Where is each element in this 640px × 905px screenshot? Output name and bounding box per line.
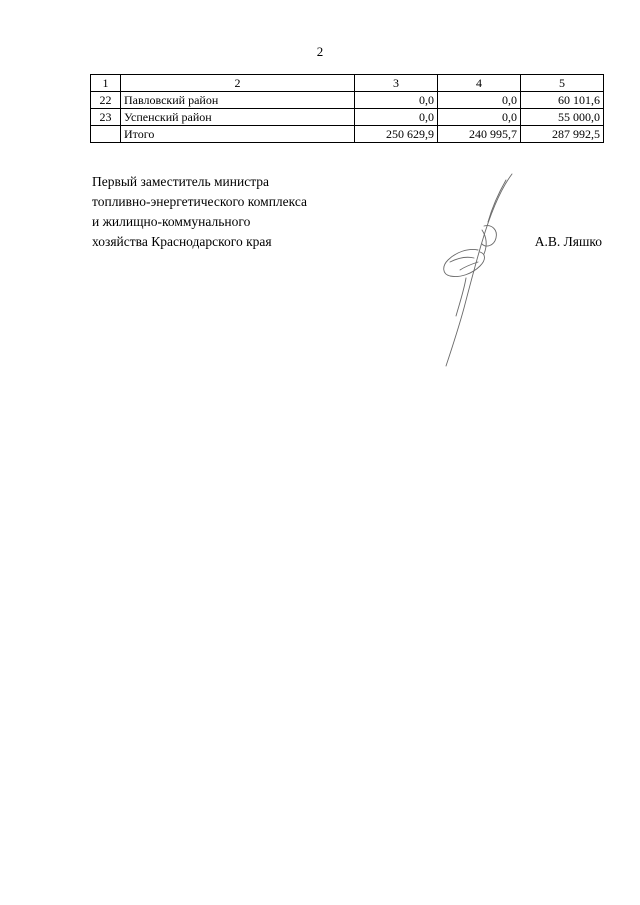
total-label: Итого bbox=[121, 126, 355, 143]
district-name: Павловский район bbox=[121, 92, 355, 109]
total-col-4: 240 995,7 bbox=[438, 126, 521, 143]
total-col-3: 250 629,9 bbox=[355, 126, 438, 143]
row-number bbox=[91, 126, 121, 143]
signer-name: А.В. Ляшко bbox=[534, 234, 602, 249]
data-table bbox=[90, 74, 604, 143]
signatory-title-line: Первый заместитель министра bbox=[92, 174, 270, 189]
signatory-title-line: и жилищно-коммунального bbox=[92, 214, 251, 229]
table-row bbox=[91, 109, 604, 126]
value-col-5: 55 000,0 bbox=[521, 109, 604, 126]
row-number: 22 bbox=[91, 92, 121, 109]
district-name: Успенский район bbox=[121, 109, 355, 126]
table-total-row bbox=[91, 126, 604, 143]
column-header: 5 bbox=[521, 75, 604, 92]
row-number: 23 bbox=[91, 109, 121, 126]
page-number: 2 bbox=[316, 44, 324, 59]
value-col-4: 0,0 bbox=[438, 109, 521, 126]
signatory-title-line: хозяйства Краснодарского края bbox=[92, 234, 272, 249]
value-col-3: 0,0 bbox=[355, 109, 438, 126]
value-col-4: 0,0 bbox=[438, 92, 521, 109]
table-header-row bbox=[91, 75, 604, 92]
column-header: 3 bbox=[355, 75, 438, 92]
column-header: 2 bbox=[121, 75, 355, 92]
signatory-title-line: топливно-энергетического комплекса bbox=[92, 194, 308, 209]
total-col-5: 287 992,5 bbox=[521, 126, 604, 143]
column-header: 1 bbox=[91, 75, 121, 92]
table-row bbox=[91, 92, 604, 109]
handwritten-signature bbox=[420, 170, 530, 370]
value-col-3: 0,0 bbox=[355, 92, 438, 109]
value-col-5: 60 101,6 bbox=[521, 92, 604, 109]
column-header: 4 bbox=[438, 75, 521, 92]
signatory-title bbox=[92, 172, 307, 252]
